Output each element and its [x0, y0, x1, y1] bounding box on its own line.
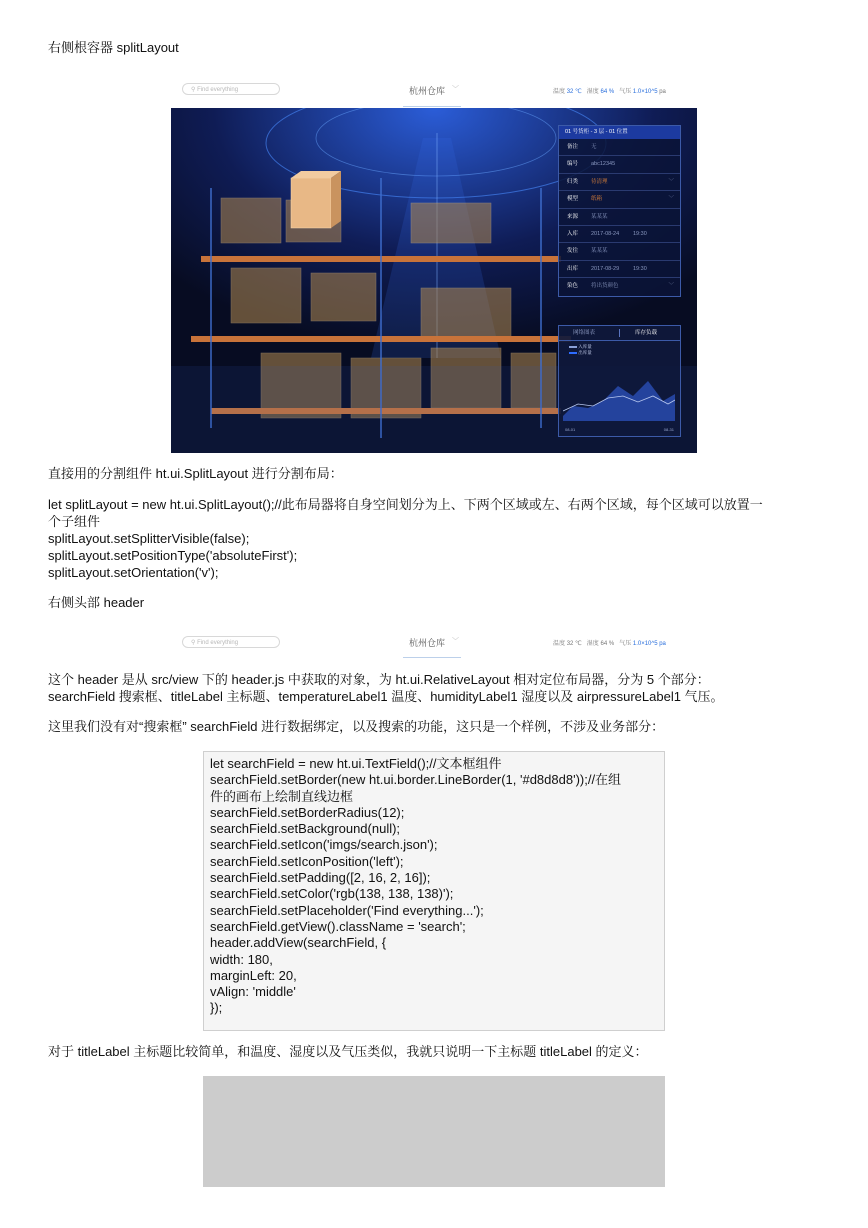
code-line: searchField.setIconPosition('left'); [210, 853, 404, 869]
code-line: searchField.getView().className = 'search'; [210, 918, 466, 934]
info-value[interactable]: 无 [591, 144, 597, 150]
section-heading-splitlayout: 右侧根容器 splitLayout [48, 40, 179, 55]
title-underline [403, 106, 461, 107]
info-value[interactable]: 将出货颜色 [591, 283, 619, 290]
search-input[interactable] [182, 636, 280, 648]
chevron-down-icon[interactable]: ﹀ [452, 638, 459, 645]
info-value[interactable]: 2017-08-24 [591, 230, 620, 237]
header-title: 杭州仓库 [409, 638, 446, 648]
chevron-down-icon[interactable]: ﹀ [668, 178, 674, 185]
search-placeholder: Find everything [197, 640, 239, 646]
code-line: splitLayout.setOrientation('v'); [48, 565, 219, 580]
storage-info-panel: 01 号货柜 - 3 层 - 01 位置 备注 无 编号 abc12345 归类 待清理 ﹀ 模型 纸箱 ﹀ 来源 某某某 入库 2017-08-24 19:30 发往 某某某 出库 2017-08-29 19:30 染色 将出货颜色 ﹀ [558, 125, 681, 297]
info-value[interactable]: 2017-08-29 [591, 265, 620, 272]
info-value[interactable]: 待清理 [591, 178, 608, 185]
area-chart [563, 366, 675, 421]
split-layout-intro: 直接用的分割组件 ht.ui.SplitLayout 进行分割布局： [48, 466, 343, 481]
x-axis-end: 08-31 [663, 427, 674, 432]
code-block-placeholder [203, 1076, 665, 1187]
info-value[interactable]: 某某某 [591, 248, 608, 255]
chevron-down-icon[interactable]: ﹀ [668, 196, 674, 203]
code-line: searchField.setPlaceholder('Find everything...'); [210, 902, 484, 918]
app-header [171, 72, 697, 109]
info-value[interactable]: abc12345 [591, 161, 616, 168]
code-line: searchField.setIcon('imgs/search.json'); [210, 837, 438, 853]
code-line: searchField.setBackground(null); [210, 821, 401, 837]
code-line: 件的画布上绘制直线边框 [210, 788, 354, 804]
code-line: splitLayout.setSplitterVisible(false); [48, 531, 250, 546]
header-description: 这个 header 是从 src/view 下的 header.js 中获取的对象，为 ht.ui.RelativeLayout 相对定位布局器，分为 5 个部分： [48, 672, 710, 687]
code-line: searchField.setColor('rgb(138, 138, 138)'); [210, 886, 454, 902]
code-line: 个子组件 [48, 514, 101, 529]
chart-legend: 入库量 出库量 [569, 344, 592, 356]
x-axis-start: 08-01 [565, 427, 576, 432]
header-title: 杭州仓库 [409, 86, 446, 96]
info-panel-title: 01 号货柜 - 3 层 - 01 位置 [559, 126, 680, 139]
code-line: let splitLayout = new ht.ui.SplitLayout();//此布局器将自身空间划分为上、下两个区域或左、右两个区域，每个区域可以放置一 [48, 497, 763, 512]
tab-network-chart[interactable]: 网络图表 [573, 330, 596, 336]
warehouse-screenshot [171, 72, 697, 453]
code-line: searchField.setBorder(new ht.ui.border.LineBorder(1, '#d8d8d8'));//在组 [210, 772, 622, 788]
tab-inventory-load[interactable]: 库存负载 [635, 330, 658, 336]
inventory-chart-panel [558, 325, 681, 437]
code-block-searchfield [203, 751, 665, 1031]
search-placeholder: Find everything [197, 87, 239, 93]
title-underline [403, 657, 461, 658]
code-line: vAlign: 'middle' [210, 984, 296, 1000]
search-input[interactable] [182, 83, 280, 95]
header-screenshot [171, 626, 697, 660]
info-value[interactable]: 某某某 [591, 213, 608, 220]
search-icon: ⚲ [191, 87, 198, 93]
code-line: splitLayout.setPositionType('absoluteFirst'); [48, 548, 298, 563]
code-line: searchField.setBorderRadius(12); [210, 804, 405, 820]
code-line: marginLeft: 20, [210, 967, 297, 983]
title-label-note: 对于 titleLabel 主标题比较简单，和温度、湿度以及气压类似，我就只说明一下主标题 titleLabel 的定义： [48, 1044, 648, 1059]
code-line: let searchField = new ht.ui.TextField();//文本框组件 [210, 756, 502, 771]
header-description: searchField 搜索框、titleLabel 主标题、temperatureLabel1 温度、humidityLabel1 湿度以及 airpressureLabel1 气压。 [48, 689, 724, 704]
chevron-down-icon[interactable]: ﹀ [668, 283, 674, 290]
section-heading-header: 右侧头部 header [48, 595, 145, 610]
code-line: header.addView(searchField, { [210, 935, 387, 951]
search-field-note: 这里我们没有对“搜索框” searchField 进行数据绑定，以及搜索的功能，这只是一个样例，不涉及业务部分： [48, 719, 665, 734]
env-readouts: 温度 32 ℃ 湿度 64 % 气压 1.0×10^5 pa [553, 641, 666, 647]
search-icon: ⚲ [191, 640, 198, 646]
chevron-down-icon[interactable]: ﹀ [452, 86, 459, 93]
code-line: searchField.setPadding([2, 16, 2, 16]); [210, 870, 431, 886]
info-value[interactable]: 纸箱 [591, 196, 603, 203]
env-readouts: 温度 32 ℃ 湿度 64 % 气压 1.0×10^5 pa [553, 89, 666, 95]
code-line: }); [210, 1000, 223, 1016]
code-line: width: 180, [210, 951, 273, 967]
